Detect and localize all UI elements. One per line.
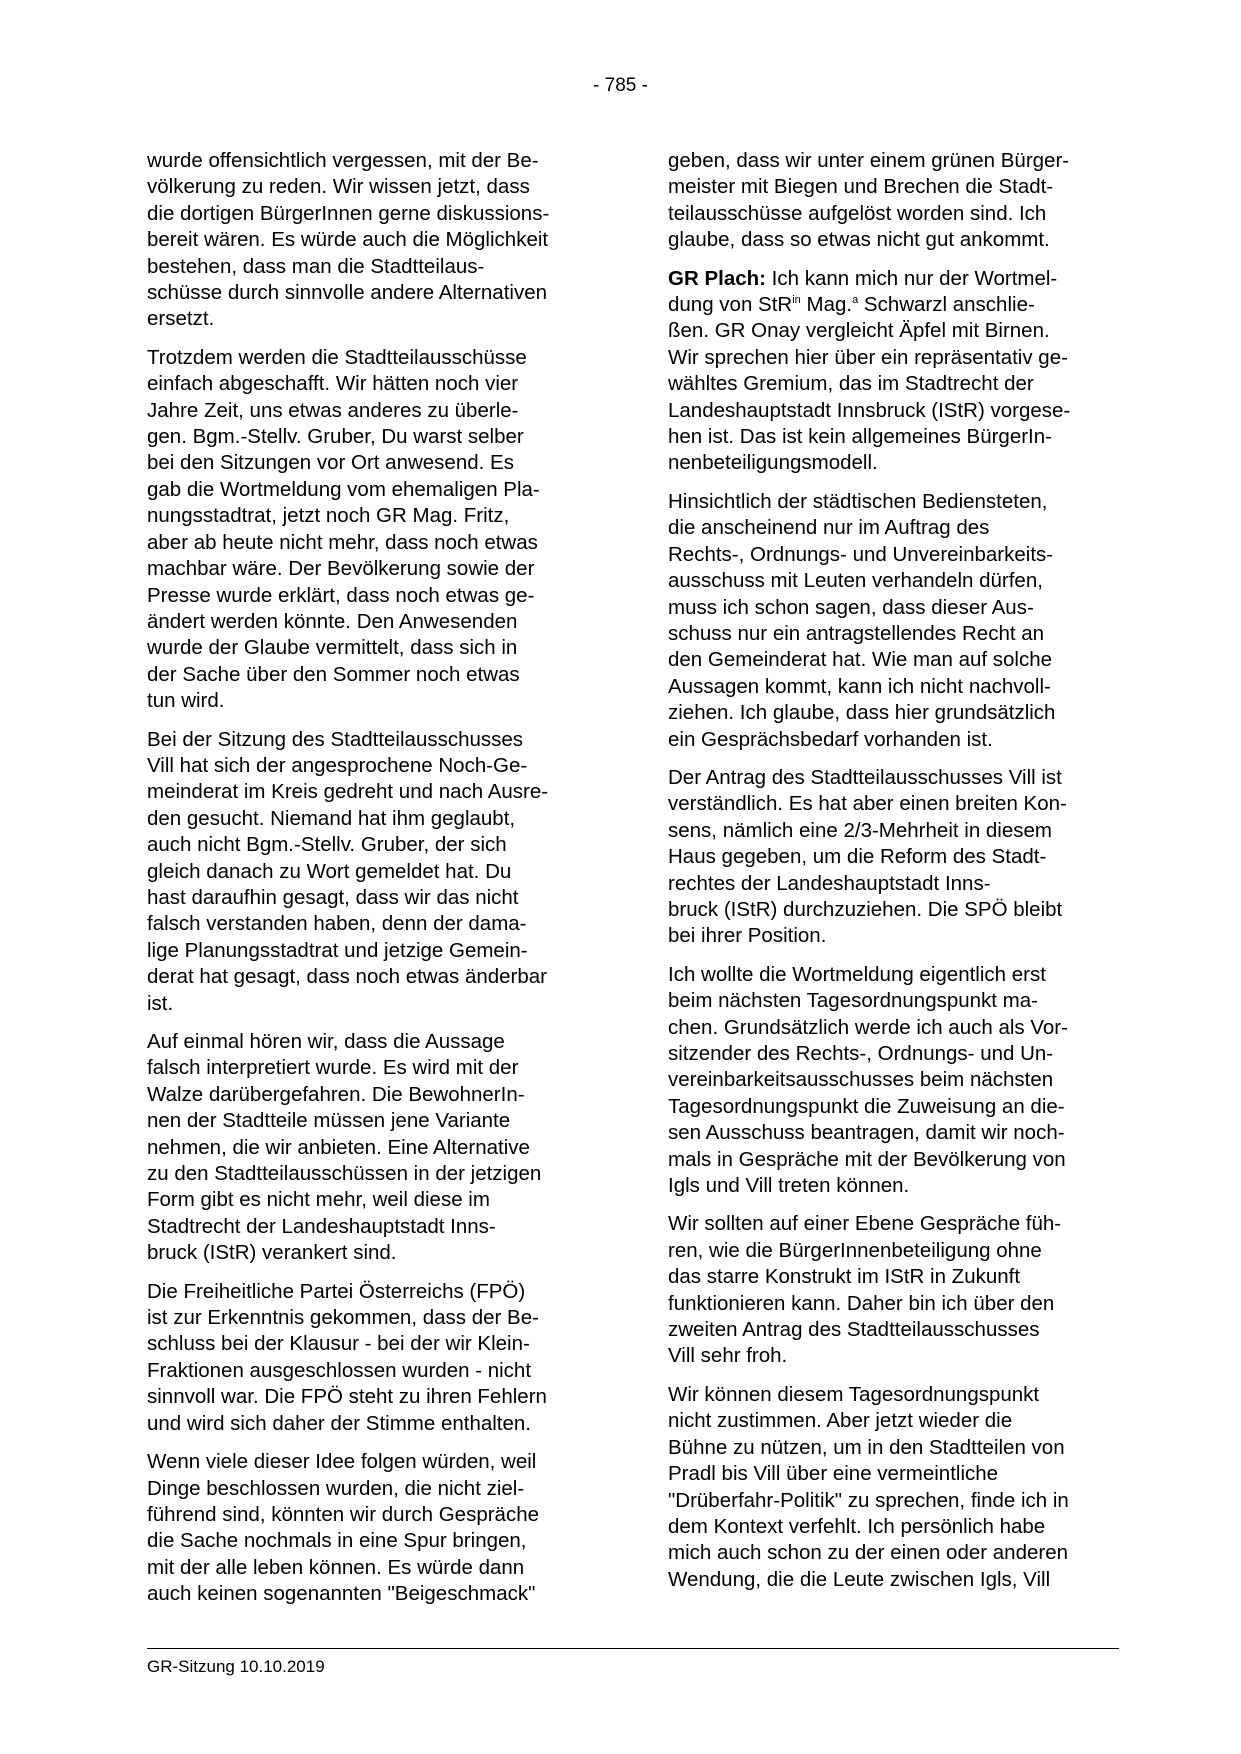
text-line: nenbeteiligungsmodell.: [668, 451, 878, 475]
text-fragment: Schwarzl anschlie-: [858, 293, 1035, 317]
text-line: [668, 292, 1138, 318]
text-line: wurde offensichtlich vergessen, mit der Be-: [147, 149, 539, 172]
paragraph: [147, 1279, 615, 1437]
text-line: nungsstadtrat, jetzt noch GR Mag. Fritz,: [147, 504, 510, 528]
text-line: Presse wurde erklärt, dass noch etwas ge-: [147, 583, 535, 607]
text-line: Bühne zu nützen, um in den Stadtteilen von: [668, 1435, 1065, 1459]
text-line: Aussagen kommt, kann ich nicht nachvoll-: [668, 674, 1051, 698]
right-column: [668, 148, 1138, 1605]
text-line: bereit wären. Es würde auch die Möglichkeit: [147, 228, 549, 252]
text-line: den Gemeinderat hat. Wie man auf solche: [668, 648, 1053, 672]
text-line: völkerung zu reden. Wir wissen jetzt, dass: [147, 175, 530, 199]
text-line: ziehen. Ich glaube, dass hier grundsätzlich: [668, 701, 1056, 725]
paragraph: [147, 345, 615, 715]
text-fragment: Ich kann mich nur der Wortmel-: [765, 266, 1058, 290]
text-line: die anscheinend nur im Auftrag des: [668, 516, 990, 540]
text-line: den gesucht. Niemand hat ihm geglaubt,: [147, 806, 516, 830]
paragraph: [668, 765, 1138, 950]
text-line: ist.: [147, 991, 174, 1015]
speaker-name: GR Plach:: [668, 266, 766, 290]
left-column: [147, 148, 615, 1620]
page-number: - 785 -: [593, 75, 648, 96]
text-line: zweiten Antrag des Stadtteilausschusses: [668, 1318, 1040, 1342]
text-line: teilausschüsse aufgelöst worden sind. Ich: [668, 201, 1047, 225]
text-line: falsch verstanden haben, denn der dama-: [147, 912, 527, 936]
text-line: schüsse durch sinnvolle andere Alternativen: [147, 281, 547, 305]
text-line: auch nicht Bgm.-Stellv. Gruber, der sich: [147, 833, 507, 857]
text-line: glaube, dass so etwas nicht gut ankommt.: [668, 228, 1050, 252]
text-line: die Sache nochmals in eine Spur bringen,: [147, 1529, 527, 1553]
text-line: Wenn viele dieser Idee folgen würden, weil: [147, 1450, 537, 1474]
text-line: Jahre Zeit, uns etwas anderes zu überle-: [147, 398, 519, 422]
paragraph: [668, 1382, 1138, 1593]
text-line: Tagesordnungspunkt die Zuweisung an die-: [668, 1094, 1065, 1118]
footer-session-date: GR-Sitzung 10.10.2019: [147, 1657, 325, 1676]
text-line: bei ihrer Position.: [668, 924, 827, 948]
text-line: Wir können diesem Tagesordnungspunkt: [668, 1382, 1040, 1406]
paragraph: [147, 727, 615, 1017]
text-line: wurde der Glaube vermittelt, dass sich in: [147, 636, 518, 660]
text-line: Trotzdem werden die Stadtteilausschüsse: [147, 345, 527, 369]
text-line: bei den Sitzungen vor Ort anwesend. Es: [147, 451, 514, 475]
text-line: Vill sehr froh.: [668, 1344, 788, 1368]
text-line: wähltes Gremium, das im Stadtrecht der: [668, 372, 1034, 396]
text-line: falsch interpretiert wurde. Es wird mit der: [147, 1056, 519, 1080]
paragraph: [147, 1449, 615, 1607]
text-line: bruck (IStR) verankert sind.: [147, 1241, 397, 1265]
text-line: der Sache über den Sommer noch etwas: [147, 662, 520, 686]
text-line: beim nächsten Tagesordnungspunkt ma-: [668, 989, 1038, 1013]
text-line: ein Gesprächsbedarf vorhanden ist.: [668, 727, 993, 751]
text-line: Dinge beschlossen wurden, die nicht ziel-: [147, 1476, 525, 1500]
text-line: Rechts-, Ordnungs- und Unvereinbarkeits-: [668, 542, 1054, 566]
text-line: "Drüberfahr-Politik" zu sprechen, finde ich in: [668, 1488, 1069, 1512]
text-line: Form gibt es nicht mehr, weil diese im: [147, 1188, 490, 1212]
paragraph: [668, 489, 1138, 753]
text-line: ist zur Erkenntnis gekommen, dass der Be-: [147, 1306, 539, 1330]
text-line: schluss bei der Klausur - bei der wir Klein-: [147, 1332, 530, 1356]
text-line: nehmen, die wir anbieten. Eine Alternative: [147, 1135, 530, 1159]
text-line: Stadtrecht der Landeshauptstadt Inns-: [147, 1214, 496, 1238]
text-line: Landeshauptstadt Innsbruck (IStR) vorgese-: [668, 398, 1071, 422]
text-line: hast daraufhin gesagt, dass wir das nicht: [147, 885, 519, 909]
paragraph: [147, 1029, 615, 1267]
speaker-paragraph: [668, 266, 1138, 477]
text-line: bruck (IStR) durchzuziehen. Die SPÖ bleibt: [668, 897, 1063, 921]
text-line: aber ab heute nicht mehr, dass noch etwas: [147, 530, 538, 554]
text-line: Die Freiheitliche Partei Österreichs (FPÖ): [147, 1279, 526, 1303]
text-line: die dortigen BürgerInnen gerne diskussions-: [147, 201, 550, 225]
paragraph: [668, 1211, 1138, 1369]
text-line: Der Antrag des Stadtteilausschusses Vill ist: [668, 765, 1062, 789]
text-line: einfach abgeschafft. Wir hätten noch vier: [147, 372, 519, 396]
text-line: zu den Stadtteilausschüssen in der jetzigen: [147, 1162, 542, 1186]
text-line: bestehen, dass man die Stadtteilaus-: [147, 254, 485, 278]
text-line: ersetzt.: [147, 307, 215, 331]
footer-divider: [147, 1648, 1119, 1649]
text-line: sens, nämlich eine 2/3-Mehrheit in diesem: [668, 818, 1052, 842]
text-line: nen der Stadtteile müssen jene Variante: [147, 1109, 511, 1133]
text-line: Walze darübergefahren. Die BewohnerIn-: [147, 1082, 525, 1106]
text-line: ausschuss mit Leuten verhandeln dürfen,: [668, 569, 1043, 593]
text-line: funktionieren kann. Daher bin ich über den: [668, 1291, 1055, 1315]
text-line: schuss nur ein antragstellendes Recht an: [668, 621, 1045, 645]
text-line: verständlich. Es hat aber einen breiten Kon-: [668, 792, 1067, 816]
paragraph: [147, 148, 615, 333]
text-line: sinnvoll war. Die FPÖ steht zu ihren Fehlern: [147, 1385, 547, 1409]
text-fragment: Mag.: [800, 293, 853, 317]
paragraph: [668, 148, 1138, 254]
text-line: Wendung, die die Leute zwischen Igls, Vill: [668, 1567, 1051, 1591]
text-line: tun wird.: [147, 689, 225, 713]
text-line: rechtes der Landeshauptstadt Inns-: [668, 871, 991, 895]
text-line: sen Ausschuss beantragen, damit wir noch-: [668, 1121, 1065, 1145]
text-line: Ich wollte die Wortmeldung eigentlich erst: [668, 962, 1046, 986]
text-line: das starre Konstrukt im IStR in Zukunft: [668, 1265, 1021, 1289]
text-line: meinderat im Kreis gedreht und nach Ausre-: [147, 780, 549, 804]
text-line: mich auch schon zu der einen oder anderen: [668, 1541, 1069, 1565]
text-line: lige Planungsstadtrat und jetzige Gemein-: [147, 938, 528, 962]
text-line: Igls und Vill treten können.: [668, 1174, 910, 1198]
text-line: vereinbarkeitsausschusses beim nächsten: [668, 1068, 1054, 1092]
text-line: meister mit Biegen und Brechen die Stadt-: [668, 175, 1054, 199]
text-line: mit der alle leben können. Es würde dann: [147, 1555, 525, 1579]
text-line: und wird sich daher der Stimme enthalten.: [147, 1411, 532, 1435]
text-line: Bei der Sitzung des Stadtteilausschusses: [147, 727, 524, 751]
text-line: Fraktionen ausgeschlossen wurden - nicht: [147, 1358, 532, 1382]
text-line: Hinsichtlich der städtischen Bediensteten,: [668, 489, 1048, 513]
text-line: gen. Bgm.-Stellv. Gruber, Du warst selber: [147, 425, 524, 449]
text-line: machbar wäre. Der Bevölkerung sowie der: [147, 557, 535, 581]
text-line: ändert werden könnte. Den Anwesenden: [147, 609, 518, 633]
text-line: Wir sollten auf einer Ebene Gespräche füh-: [668, 1212, 1062, 1236]
text-line: muss ich schon sagen, dass dieser Aus-: [668, 595, 1034, 619]
text-line: führend sind, könnten wir durch Gespräche: [147, 1502, 540, 1526]
text-line: derat hat gesagt, dass noch etwas änderbar: [147, 965, 548, 989]
paragraph: [668, 962, 1138, 1200]
text-line: mals in Gespräche mit der Bevölkerung von: [668, 1147, 1066, 1171]
text-line: geben, dass wir unter einem grünen Bürger-: [668, 149, 1070, 172]
text-line: dem Kontext verfehlt. Ich persönlich habe: [668, 1514, 1046, 1538]
superscript: in: [792, 294, 801, 307]
superscript: a: [852, 294, 859, 307]
text-line: Vill hat sich der angesprochene Noch-Ge-: [147, 753, 528, 777]
text-line: Haus gegeben, um die Reform des Stadt-: [668, 845, 1047, 869]
text-line: sitzender des Rechts-, Ordnungs- und Un-: [668, 1042, 1054, 1065]
text-line: gab die Wortmeldung vom ehemaligen Pla-: [147, 477, 540, 501]
text-line: auch keinen sogenannten "Beigeschmack": [147, 1582, 536, 1606]
text-line: hen ist. Das ist kein allgemeines BürgerIn-: [668, 425, 1052, 449]
text-line: Wir sprechen hier über ein repräsentativ ge-: [668, 345, 1068, 369]
text-fragment: dung von StR: [668, 293, 793, 317]
text-line: gleich danach zu Wort gemeldet hat. Du: [147, 859, 512, 883]
text-line: ren, wie die BürgerInnenbeteiligung ohne: [668, 1238, 1042, 1262]
text-line: Auf einmal hören wir, dass die Aussage: [147, 1030, 505, 1053]
text-line: ßen. GR Onay vergleicht Äpfel mit Birnen.: [668, 319, 1050, 343]
text-line: nicht zustimmen. Aber jetzt wieder die: [668, 1409, 1013, 1433]
text-line: chen. Grundsätzlich werde ich auch als Vor-: [668, 1015, 1068, 1039]
text-line: [668, 266, 1138, 292]
text-line: Pradl bis Vill über eine vermeintliche: [668, 1462, 999, 1486]
